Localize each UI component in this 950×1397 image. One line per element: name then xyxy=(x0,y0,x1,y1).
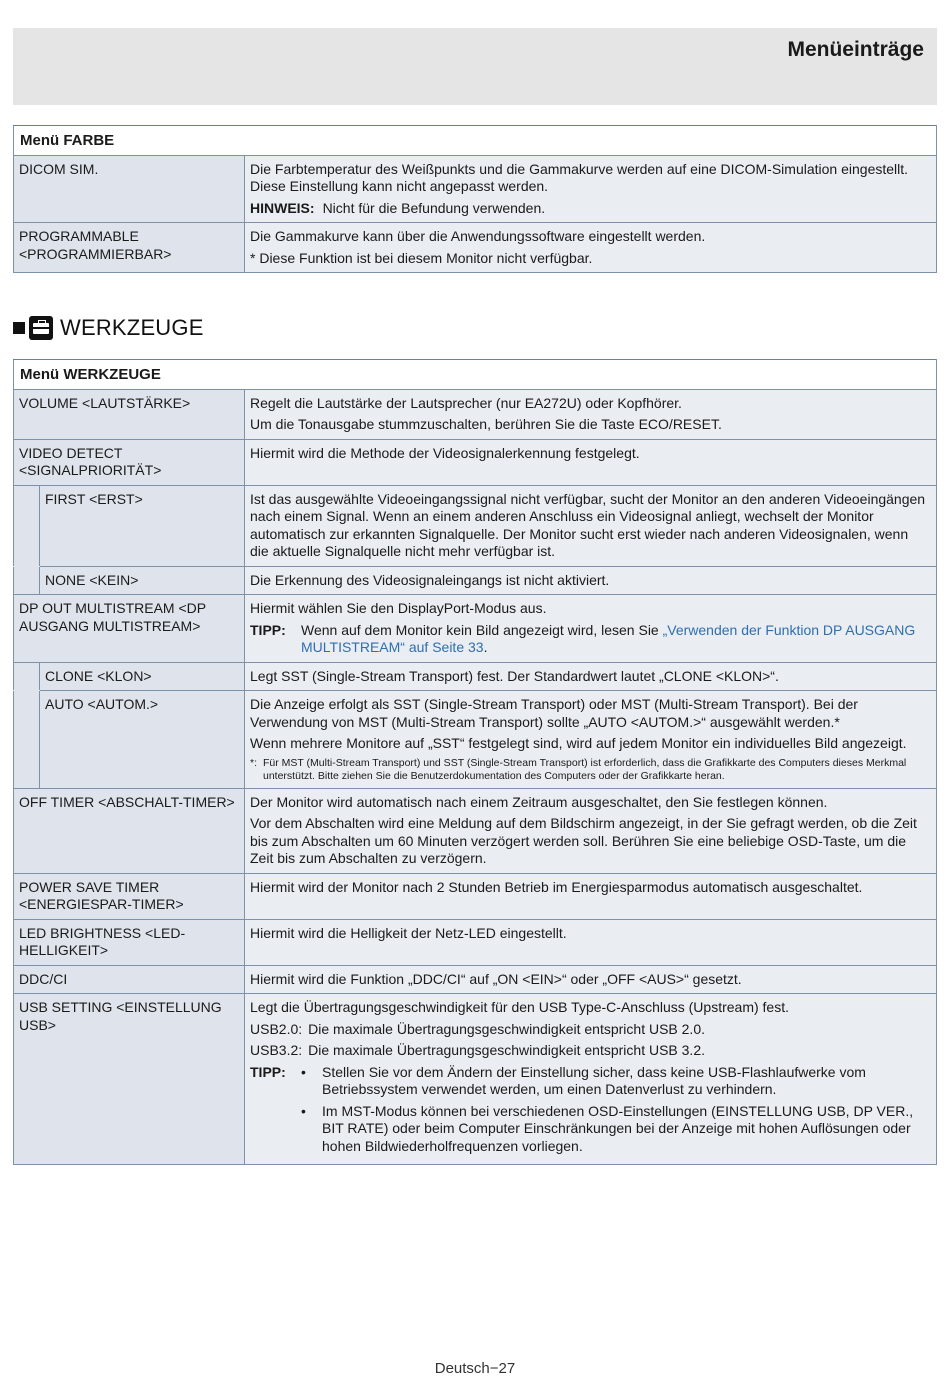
sub-row-label: NONE <KEIN> xyxy=(40,566,245,595)
table-row xyxy=(14,994,937,1165)
footnote-text: Für MST (Multi-Stream Transport) und SST (Single-Stream Transport) ist erforderlich, dass die Grafikkarte des Computers dieses Merkmal unterstützt. Bitte ziehen Sie die Benutzerdokumentation des Computers oder der Grafikkarte heran. xyxy=(263,756,907,782)
tip-label: TIPP: xyxy=(250,1063,286,1080)
row-description xyxy=(245,155,937,223)
table-row xyxy=(14,691,937,789)
usb20-text: Die maximale Übertragungsgeschwindigkeit entspricht USB 2.0. xyxy=(308,1020,705,1037)
table-row xyxy=(14,788,937,873)
description-text: Ist das ausgewählte Videoeingangssignal nicht verfügbar, sucht der Monitor an den anderen Videoeingängen nach einem Signal. Wenn an einem anderen Anschluss ein Videosignal anliegt, wechselt der Monitor automatisch zur erkannten Signalquelle. Der Monitor sucht erst wieder nach anderen Videosignalen, wenn die aktuelle Signalquelle nicht mehr verfügbar ist. xyxy=(250,490,926,559)
row-label: VOLUME <LAUTSTÄRKE> xyxy=(14,389,245,439)
table-row xyxy=(14,566,937,595)
indent-cell xyxy=(14,485,40,566)
description-text: Hiermit wird die Helligkeit der Netz-LED eingestellt. xyxy=(250,924,567,941)
description-text: Um die Tonausgabe stummzuschalten, berühren Sie die Taste ECO/RESET. xyxy=(250,416,722,432)
row-description xyxy=(245,994,937,1165)
indent-cell xyxy=(14,566,40,595)
row-label: OFF TIMER <ABSCHALT-TIMER> xyxy=(14,788,245,873)
farbe-table-title: Menü FARBE xyxy=(14,126,937,156)
hinweis-text: Nicht für die Befundung verwenden. xyxy=(322,199,546,216)
page-reference-link[interactable]: „Verwenden der Funktion DP AUSGANG MULTISTREAM“ auf Seite 33 xyxy=(301,621,916,655)
table-row xyxy=(14,389,937,439)
row-description xyxy=(245,691,937,789)
row-label: PROGRAMMABLE <PROGRAMMIERBAR> xyxy=(14,223,245,273)
row-description xyxy=(245,788,937,873)
tip-note xyxy=(250,1064,930,1160)
table-row xyxy=(14,595,937,663)
table-row xyxy=(14,223,937,273)
row-label: USB SETTING <EINSTELLUNG USB> xyxy=(14,994,245,1165)
description-text: Die Gammakurve kann über die Anwendungssoftware eingestellt werden. xyxy=(250,228,706,244)
row-label: LED BRIGHTNESS <LED-HELLIGKEIT> xyxy=(14,919,245,965)
section-heading-werkzeuge xyxy=(13,313,204,343)
hinweis-label: HINWEIS: xyxy=(250,199,315,216)
description-text: Wenn mehrere Monitore auf „SST“ festgelegt sind, wird auf jedem Monitor ein individuelles Bild angezeigt. xyxy=(250,735,907,751)
description-text: Die Erkennung des Videosignaleingangs ist nicht aktiviert. xyxy=(250,571,610,588)
usb32-key: USB3.2: xyxy=(250,1042,303,1058)
tip-note xyxy=(250,622,930,657)
description-text: Regelt die Lautstärke der Lautsprecher (nur EA272U) oder Kopfhörer. xyxy=(250,394,682,411)
usb32-text: Die maximale Übertragungsgeschwindigkeit entspricht USB 3.2. xyxy=(308,1042,705,1058)
row-description xyxy=(245,439,937,485)
bullet-icon: • xyxy=(301,1102,306,1119)
table-row xyxy=(14,485,937,566)
row-description xyxy=(245,389,937,439)
row-description xyxy=(245,919,937,965)
indent-cell xyxy=(14,662,40,691)
list-item xyxy=(301,1064,930,1099)
description-text: Legt die Übertragungsgeschwindigkeit für den USB Type-C-Anschluss (Upstream) fest. xyxy=(250,999,789,1015)
row-description xyxy=(245,485,937,566)
werkzeuge-table xyxy=(13,359,937,1165)
row-description xyxy=(245,965,937,994)
usb20-line xyxy=(250,1021,930,1039)
hinweis-note xyxy=(250,200,930,218)
footnote xyxy=(250,757,930,783)
row-label: DICOM SIM. xyxy=(14,155,245,223)
footnote-mark: *: xyxy=(250,756,258,769)
description-text: Der Monitor wird automatisch nach einem Zeitraum ausgeschaltet, den Sie festlegen können. xyxy=(250,793,828,810)
table-row xyxy=(14,155,937,223)
row-label: DP OUT MULTISTREAM <DP AUSGANG MULTISTREAM> xyxy=(14,595,245,663)
table-row xyxy=(14,873,937,919)
description-text: Legt SST (Single-Stream Transport) fest. Der Standardwert lautet „CLONE <KLON>“. xyxy=(250,667,779,684)
toolbox-icon xyxy=(29,316,53,340)
table-row xyxy=(14,919,937,965)
tip-text: Wenn auf dem Monitor kein Bild angezeigt wird, lesen Sie xyxy=(301,621,663,638)
tip-bullet-list xyxy=(301,1064,930,1160)
list-item xyxy=(301,1103,930,1156)
tip-body xyxy=(301,622,930,657)
tip-end: . xyxy=(483,639,488,655)
indent-cell xyxy=(14,691,40,789)
description-text: Vor dem Abschalten wird eine Meldung auf dem Bildschirm angezeigt, in der Sie gefragt werden, ob die Zeit bis zum Abschalten um 60 Minuten verzögert werden soll. Berühren Sie eine beliebige OSD-Taste, um die Zeit bis zum Abschalten zu verzögern. xyxy=(250,815,917,866)
bullet-icon: • xyxy=(301,1063,306,1080)
page-number: Deutsch−27 xyxy=(434,1360,516,1377)
bullet-text: Stellen Sie vor dem Ändern der Einstellung sicher, dass keine USB-Flashlaufwerke vom Betriebssystem verwendet werden, um einen Datenverlust zu verhindern. xyxy=(322,1063,866,1097)
row-description xyxy=(245,662,937,691)
description-note: * Diese Funktion ist bei diesem Monitor nicht verfügbar. xyxy=(250,249,593,266)
row-description xyxy=(245,566,937,595)
sub-row-label: AUTO <AUTOM.> xyxy=(40,691,245,789)
description-text: Hiermit wird der Monitor nach 2 Stunden Betrieb im Energiesparmodus automatisch ausgeschaltet. xyxy=(250,878,863,895)
sub-row-label: CLONE <KLON> xyxy=(40,662,245,691)
row-label: POWER SAVE TIMER <ENERGIESPAR-TIMER> xyxy=(14,873,245,919)
table-row xyxy=(14,662,937,691)
usb32-line xyxy=(250,1042,930,1060)
square-bullet-icon xyxy=(13,322,25,334)
werkzeuge-table-title: Menü WERKZEUGE xyxy=(14,360,937,390)
page-title: Menüeinträge xyxy=(787,38,924,61)
description-text: Die Anzeige erfolgt als SST (Single-Stream Transport) oder MST (Multi-Stream Transport). Bei der Verwendung von MST (Multi-Stream Transport) sollte „AUTO <AUTOM.>“ ausgewählt werden.* xyxy=(250,696,858,730)
table-row xyxy=(14,439,937,485)
tip-label: TIPP: xyxy=(250,621,286,638)
bullet-text: Im MST-Modus können bei verschiedenen OSD-Einstellungen (EINSTELLUNG USB, DP VER., BIT RATE) oder beim Computer Einschränkungen bei der Anzeige mit hohen Auflösungen oder hohen Bildwiederholfrequenzen vorliegen. xyxy=(322,1102,914,1154)
section-title: WERKZEUGE xyxy=(60,315,204,340)
sub-row-label: FIRST <ERST> xyxy=(40,485,245,566)
row-label: DDC/CI xyxy=(14,965,245,994)
description-text: Hiermit wird die Funktion „DDC/CI“ auf „ON <EIN>“ oder „OFF <AUS>“ gesetzt. xyxy=(250,970,742,987)
row-description xyxy=(245,595,937,663)
description-text: Hiermit wählen Sie den DisplayPort-Modus aus. xyxy=(250,600,547,616)
description-text: Die Farbtemperatur des Weißpunkts und die Gammakurve werden auf eine DICOM-Simulation eingestellt. Diese Einstellung kann nicht angepasst werden. xyxy=(250,160,909,194)
usb20-key: USB2.0: xyxy=(250,1020,303,1037)
farbe-table xyxy=(13,125,937,273)
row-description xyxy=(245,223,937,273)
description-text: Hiermit wird die Methode der Videosignalerkennung festgelegt. xyxy=(250,444,640,461)
row-description xyxy=(245,873,937,919)
table-row xyxy=(14,965,937,994)
row-label: VIDEO DETECT <SIGNALPRIORITÄT> xyxy=(14,439,245,485)
